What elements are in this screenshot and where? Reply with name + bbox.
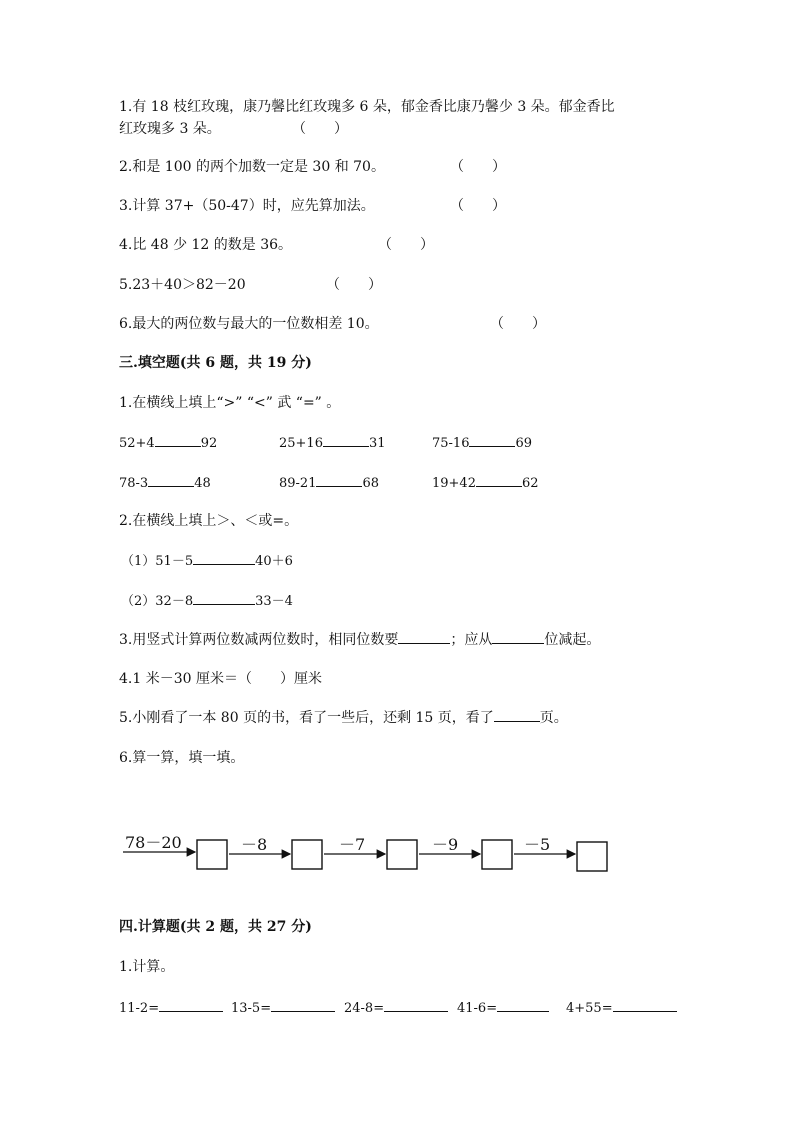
calc-item-3	[344, 997, 448, 1016]
flow-step-label-4: －5	[524, 835, 551, 854]
compare-row1-item1	[119, 432, 217, 451]
fill-q3-text-a: 3.用竖式计算两位数减两位数时，相同位数要	[119, 632, 399, 648]
fill-q1-text: 1.在横线上填上“>” “<” 武 “=” 。	[119, 395, 341, 411]
fill-q4: 4.1 米－30 厘米＝（ ）厘米	[119, 671, 322, 687]
judge-q3: 3.计算 37+（50-47）时，应先算加法。	[119, 198, 375, 214]
answer-blank[interactable]	[159, 997, 223, 1012]
compare-expr: 19+42	[432, 476, 476, 491]
compare-row1-item2	[279, 432, 386, 451]
compare-value: 69	[515, 436, 533, 451]
compare-expr: 40＋6	[255, 554, 293, 569]
flow-answer-box-5[interactable]	[577, 842, 607, 871]
judge-q1-line1: 1.有 18 枝红玫瑰，康乃馨比红玫瑰多 6 朵，郁金香比康乃馨少 3 朵。郁金香比	[119, 99, 615, 115]
fill-q2-item2	[121, 590, 293, 609]
answer-paren-q1[interactable]: （ ）	[292, 121, 348, 137]
calc-expr: 24-8=	[344, 1001, 385, 1016]
calc-expr: 13-5=	[231, 1001, 272, 1016]
compare-value: 31	[368, 436, 386, 451]
compare-row2-item1	[119, 472, 211, 491]
fill-q2-item1	[121, 550, 293, 569]
compare-expr: 25+16	[279, 436, 323, 451]
answer-blank[interactable]	[494, 707, 540, 722]
answer-blank[interactable]	[476, 472, 522, 487]
answer-blank[interactable]	[323, 432, 369, 447]
answer-blank[interactable]	[613, 997, 677, 1012]
flow-answer-box-3[interactable]	[387, 840, 417, 869]
compare-value: 48	[194, 476, 211, 491]
flow-step-label-3: －9	[432, 835, 459, 854]
compare-expr: 78-3	[119, 476, 149, 491]
calc-expr: 11-2=	[119, 1001, 160, 1016]
compare-expr: 89-21	[279, 476, 317, 491]
compare-row1-item3	[432, 432, 532, 451]
compare-row2-item3	[432, 472, 539, 491]
calc-item-2	[231, 997, 335, 1016]
calc-expr: 41-6=	[457, 1001, 498, 1016]
fill-q6-text: 6.算一算，填一填。	[119, 750, 245, 766]
answer-paren-q6[interactable]: （ ）	[490, 316, 546, 332]
answer-blank[interactable]	[469, 432, 515, 447]
fill-q5-text-b: 页。	[539, 710, 568, 726]
fill-q2-text: 2.在横线上填上＞、＜或=。	[119, 513, 299, 529]
answer-paren-q5[interactable]: （ ）	[326, 277, 382, 293]
calc-item-1	[119, 997, 223, 1016]
fill-q5	[119, 707, 568, 729]
compare-expr: 33－4	[255, 594, 293, 609]
calc-flow-diagram	[119, 820, 619, 880]
answer-blank[interactable]	[155, 432, 201, 447]
judge-q2: 2.和是 100 的两个加数一定是 30 和 70。	[119, 159, 385, 175]
fill-q3-text-b: ；应从	[450, 632, 493, 648]
compare-row2-item2	[279, 472, 379, 491]
answer-paren-q4[interactable]: （ ）	[378, 237, 434, 253]
compare-expr: （2）32－8	[121, 594, 194, 609]
answer-blank[interactable]	[193, 550, 255, 565]
compare-expr: 75-16	[432, 436, 470, 451]
compare-expr: 52+4	[119, 436, 155, 451]
judge-q4: 4.比 48 少 12 的数是 36。	[119, 237, 293, 253]
compare-expr: （1）51－5	[121, 554, 194, 569]
flow-answer-box-4[interactable]	[482, 840, 512, 869]
flow-answer-box-2[interactable]	[292, 840, 322, 869]
section4-title: 四.计算题(共 2 题，共 27 分)	[119, 919, 312, 935]
answer-paren-q2[interactable]: （ ）	[450, 159, 506, 175]
answer-paren-q3[interactable]: （ ）	[450, 198, 506, 214]
answer-blank[interactable]	[492, 629, 544, 644]
compare-value: 62	[521, 476, 539, 491]
answer-blank[interactable]	[384, 997, 448, 1012]
compare-value: 68	[362, 476, 380, 491]
fill-q3-text-c: 位减起。	[544, 632, 601, 648]
answer-blank[interactable]	[271, 997, 335, 1012]
flow-start-label: 78－20	[125, 833, 182, 852]
judge-q6: 6.最大的两位数与最大的一位数相差 10。	[119, 316, 379, 332]
answer-blank[interactable]	[497, 997, 549, 1012]
compare-value: 92	[200, 436, 218, 451]
answer-blank[interactable]	[398, 629, 450, 644]
calc-expr: 4+55=	[566, 1001, 613, 1016]
flow-step-label-2: －7	[339, 835, 366, 854]
flow-answer-box-1[interactable]	[197, 840, 227, 869]
flow-step-label-1: －8	[241, 835, 268, 854]
calc-item-4	[457, 997, 549, 1016]
section3-title: 三.填空题(共 6 题，共 19 分)	[119, 355, 312, 371]
answer-blank[interactable]	[148, 472, 194, 487]
judge-q1-line2: 红玫瑰多 3 朵。	[119, 121, 221, 137]
answer-blank[interactable]	[193, 590, 255, 605]
calc-item-5	[566, 997, 677, 1016]
fill-q5-text-a: 5.小刚看了一本 80 页的书，看了一些后，还剩 15 页，看了	[119, 710, 494, 726]
fill-q3	[119, 629, 600, 651]
judge-q5: 5.23＋40＞82－20	[119, 277, 246, 293]
answer-blank[interactable]	[316, 472, 362, 487]
calc-q1-text: 1.计算。	[119, 959, 175, 975]
